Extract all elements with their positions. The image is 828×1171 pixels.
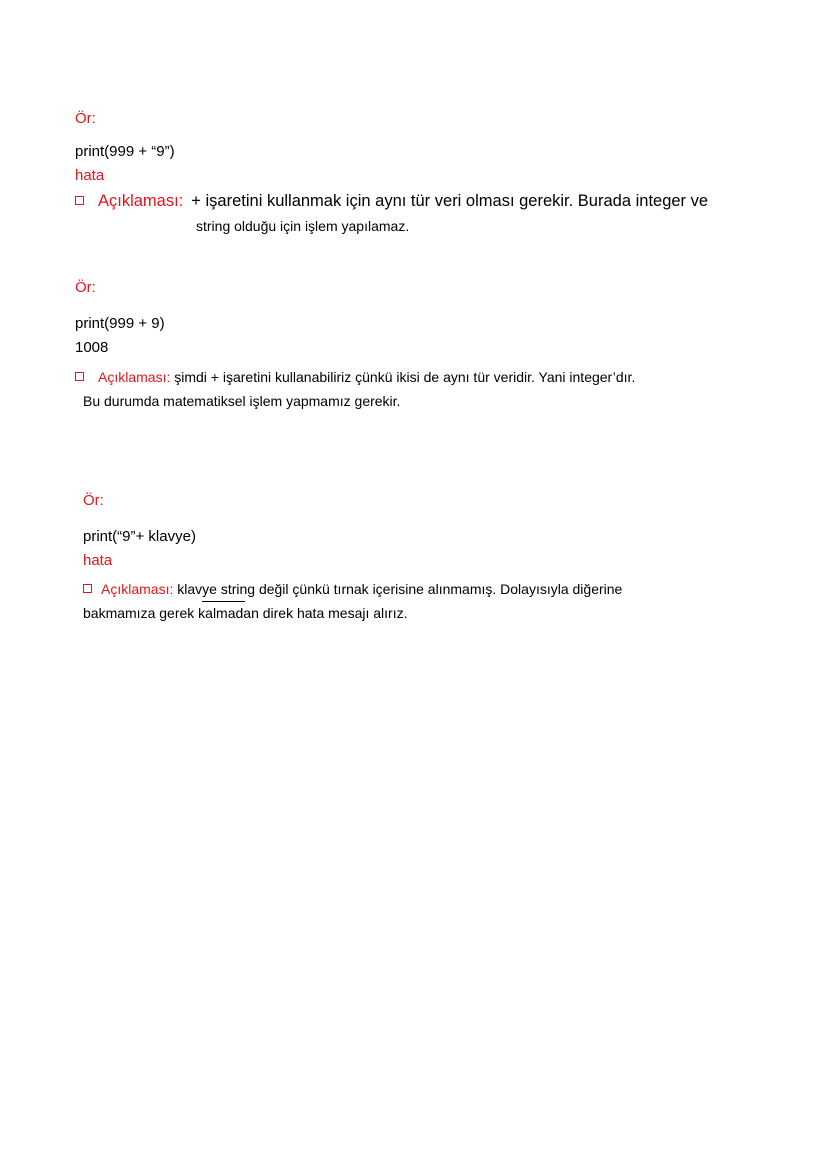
checkbox-bullet-icon [75,372,84,381]
example1-explanation-line2: string olduğu için işlem yapılamaz. [196,218,410,234]
example3-label: Açıklaması: [101,581,174,597]
example1-code: print(999 + “9”) [75,143,175,160]
annotation-underline [202,601,245,602]
example1-explanation-line1: + işaretini kullanmak için aynı tür veri olması gerekir. Burada integer ve [191,192,709,210]
example1-label: Açıklaması: [98,192,184,210]
example2-explanation-row [75,370,635,384]
example3-result: hata [83,552,113,569]
example3-code: print(“9”+ klavye) [83,528,196,545]
example2-code: print(999 + 9) [75,315,165,332]
example3-heading: Ör: [83,492,104,509]
example3-explanation-line1: klavye string değil çünkü tırnak içerisine alınmamış. Dolayısıyla diğerine [177,581,623,597]
example3-explanation-line2: bakmamıza gerek kalmadan direk hata mesajı alırız. [83,605,408,621]
example3-explanation-row [83,582,622,596]
example1-result: hata [75,167,105,184]
example2-result: 1008 [75,339,109,356]
example2-label: Açıklaması: [98,369,171,385]
example2-explanation-line1: şimdi + işaretini kullanabiliriz çünkü ikisi de aynı tür veridir. Yani integer’dır. [174,369,636,385]
example1-heading: Ör: [75,110,96,127]
example2-heading: Ör: [75,279,96,296]
example2-explanation-line2: Bu durumda matematiksel işlem yapmamız gerekir. [83,393,401,409]
example1-explanation-row [75,193,708,210]
checkbox-bullet-icon [83,584,92,593]
checkbox-bullet-icon [75,196,84,205]
